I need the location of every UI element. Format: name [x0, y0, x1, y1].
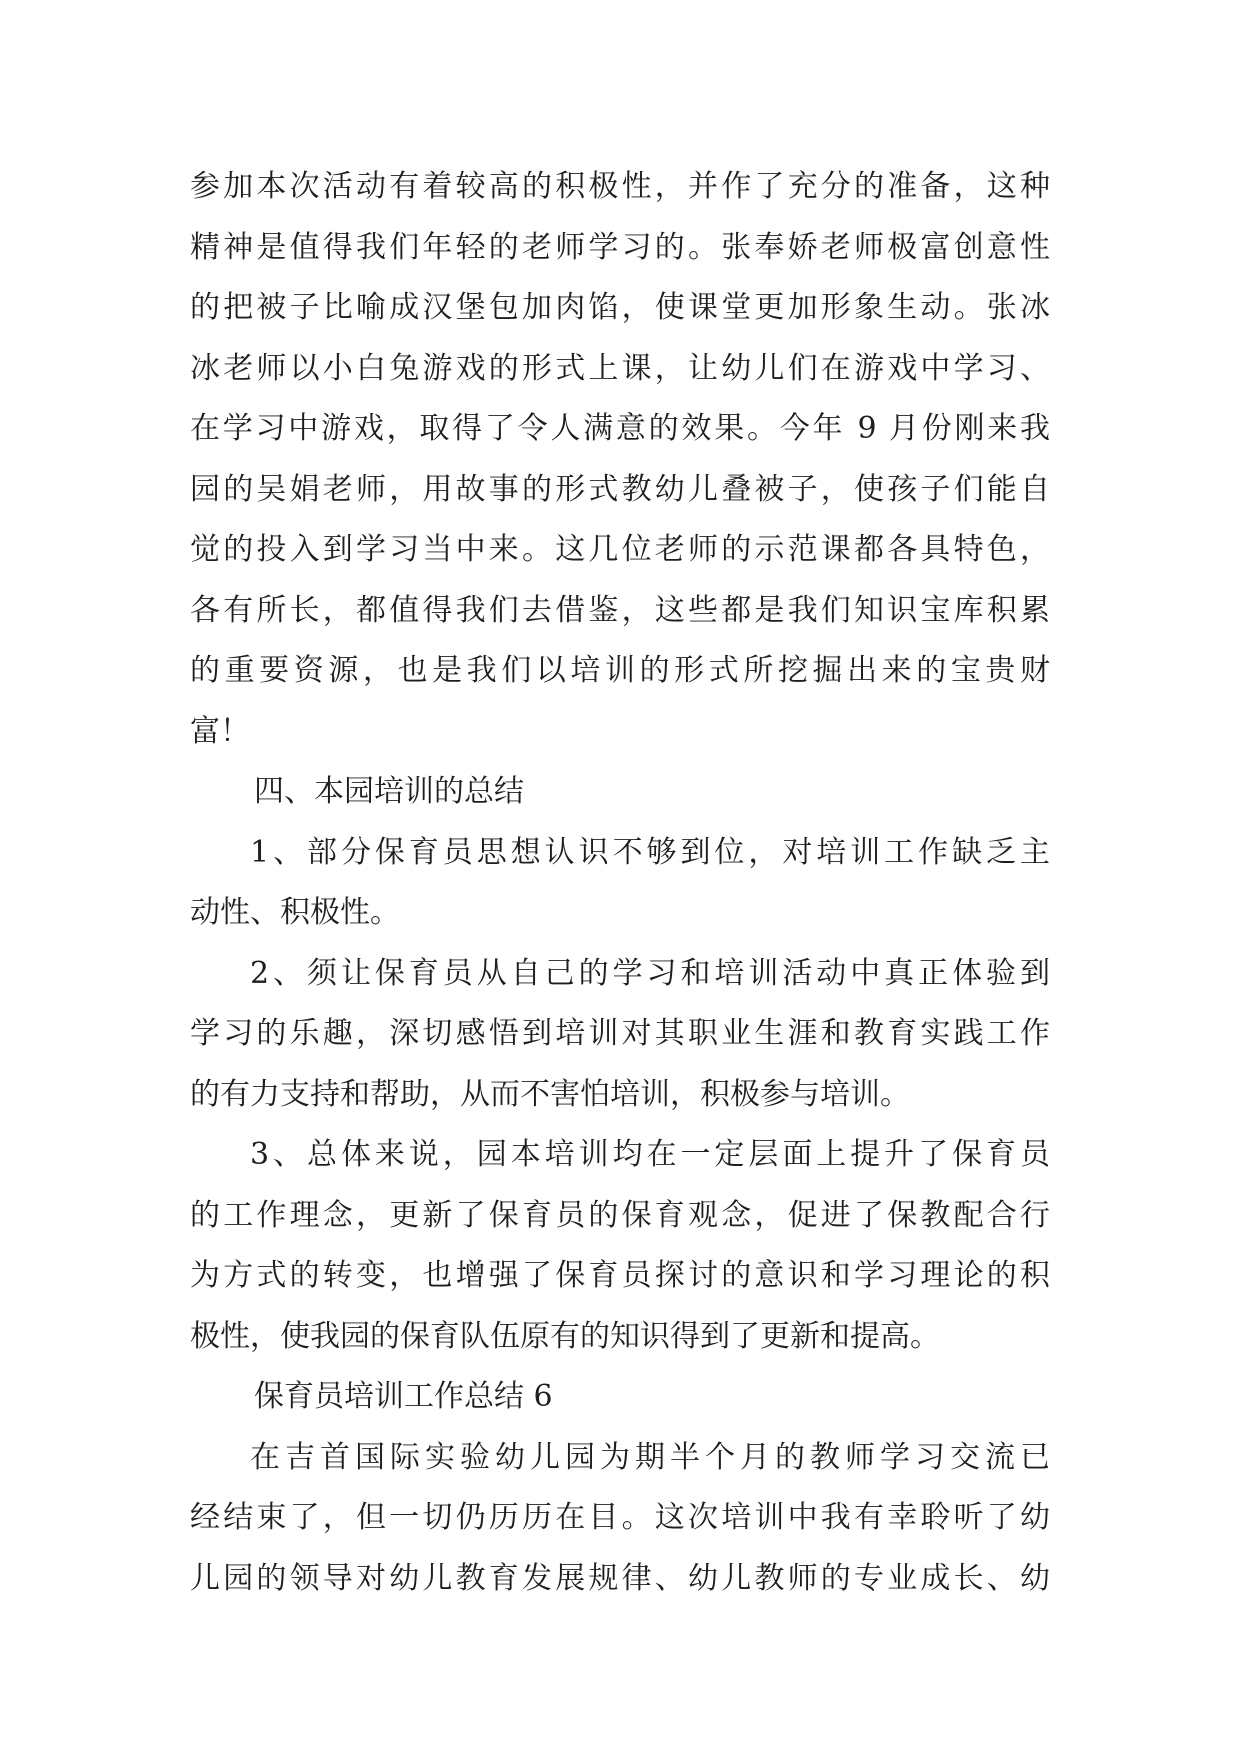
- heading-text: 四、本园培训的总结: [254, 774, 524, 809]
- text-line: 在吉首国际实验幼儿园为期半个月的教师学习交流已: [250, 1439, 1050, 1475]
- paragraph-training-demo-lessons: [190, 157, 1050, 762]
- text-line: 儿园的领导对幼儿教育发展规律、幼儿教师的专业成长、幼: [190, 1560, 1050, 1596]
- section-heading-summary-6: [190, 1367, 1050, 1428]
- paragraph-point-2: [190, 944, 1050, 1126]
- text-line: 的把被子比喻成汉堡包加肉馅，使课堂更加形象生动。张冰: [190, 290, 1050, 325]
- paragraph-jishou-exchange: [190, 1428, 1050, 1610]
- text-line: 的重要资源，也是我们以培训的形式所挖掘出来的宝贵财: [190, 653, 1050, 688]
- text-line: 园的吴娟老师，用故事的形式教幼儿叠被子，使孩子们能自: [190, 471, 1050, 507]
- text-line: 3、总体来说，园本培训均在一定层面上提升了保育员: [250, 1137, 1050, 1172]
- text-line: 冰老师以小白兔游戏的形式上课，让幼儿们在游戏中学习、: [190, 350, 1050, 386]
- text-line: 2、须让保育员从自己的学习和培训活动中真正体验到: [250, 955, 1050, 991]
- text-line: 各有所长，都值得我们去借鉴，这些都是我们知识宝库积累: [190, 592, 1050, 628]
- text-line: 为方式的转变，也增强了保育员探讨的意识和学习理论的积: [190, 1258, 1050, 1293]
- text-line: 极性，使我园的保育队伍原有的知识得到了更新和提高。: [190, 1318, 940, 1354]
- document-page: [190, 157, 1050, 1609]
- paragraph-point-1: [190, 823, 1050, 944]
- text-line: 学习的乐趣，深切感悟到培训对其职业生涯和教育实践工作: [190, 1016, 1050, 1051]
- text-line: 的工作理念，更新了保育员的保育观念，促进了保教配合行: [190, 1197, 1050, 1233]
- section-heading-summary: [190, 762, 1050, 823]
- text-line: 参加本次活动有着较高的积极性，并作了充分的准备，这种: [190, 169, 1050, 204]
- text-line: 觉的投入到学习当中来。这几位老师的示范课都各具特色，: [190, 532, 1050, 567]
- paragraph-point-3: [190, 1125, 1050, 1367]
- text-line: 动性、积极性。: [190, 895, 400, 930]
- text-line: 在学习中游戏，取得了令人满意的效果。今年 9 月份刚来我: [190, 411, 1050, 446]
- heading-text: 保育员培训工作总结 6: [254, 1379, 553, 1414]
- text-line: 经结束了，但一切仍历历在目。这次培训中我有幸聆听了幼: [190, 1500, 1050, 1535]
- text-line: 精神是值得我们年轻的老师学习的。张奉娇老师极富创意性: [190, 229, 1050, 265]
- text-line: 1、部分保育员思想认识不够到位，对培训工作缺乏主: [250, 834, 1050, 870]
- text-line: 的有力支持和帮助，从而不害怕培训，积极参与培训。: [190, 1076, 910, 1112]
- text-line: 富！: [190, 713, 250, 749]
